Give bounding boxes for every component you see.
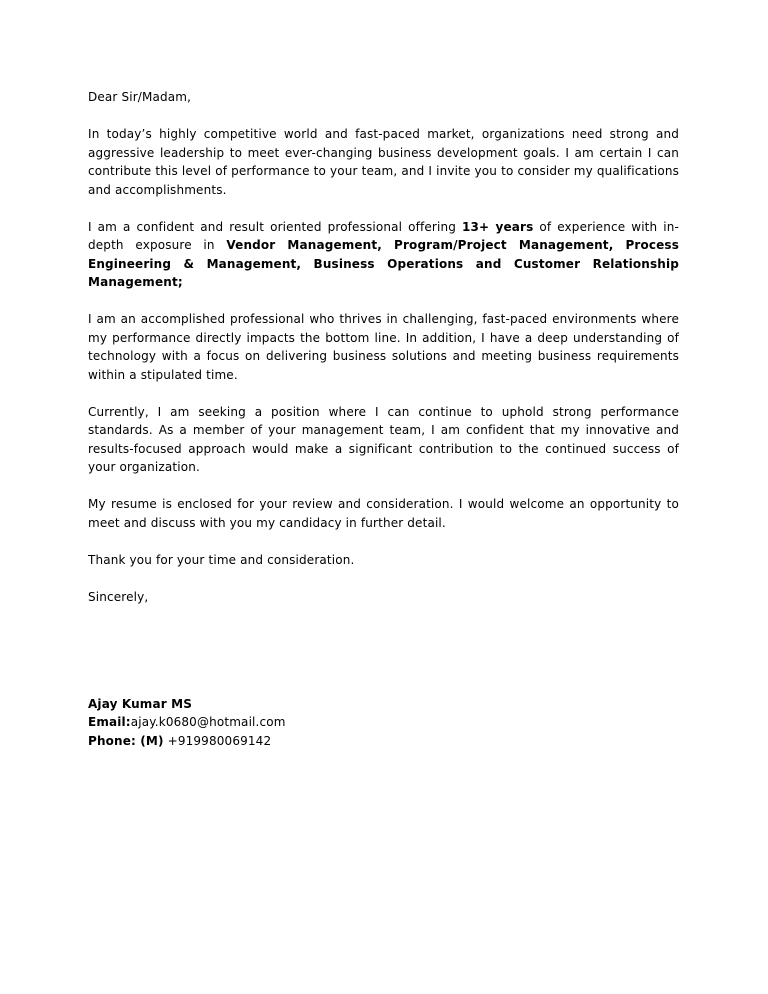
signature-block bbox=[88, 695, 679, 751]
skills-highlight: Vendor Management, Program/Project Management, Process Engineering & Management, Business Operations and Customer Relationship Management; bbox=[88, 238, 680, 289]
phone-label: Phone: (M) bbox=[88, 733, 164, 748]
paragraph-2-middle: of experience with in-depth exposure in bbox=[88, 219, 680, 252]
email-value: ajay.k0680@hotmail.com bbox=[130, 715, 286, 729]
handwritten-signature-space bbox=[88, 625, 679, 695]
phone-value: +919980069142 bbox=[163, 733, 272, 748]
body-paragraph-5: My resume is enclosed for your review and consideration. I would welcome an opportunity to meet and discuss with you my candidacy in further detail. bbox=[88, 497, 679, 530]
body-paragraph-4: Currently, I am seeking a position where I can continue to uphold strong performance standards. As a member of your management team, I am confident that my innovative and results-focused approach would make a significant contribution to the continued success of your organization. bbox=[88, 404, 679, 474]
signoff: Sincerely, bbox=[88, 589, 149, 604]
email-label: Email: bbox=[88, 715, 131, 729]
sender-email-line bbox=[88, 713, 679, 732]
body-paragraph-2 bbox=[88, 218, 679, 292]
body-paragraph-1: In today’s highly competitive world and fast-paced market, organizations need strong and aggressive leadership to meet ever-changing business development goals. I am certain I can contribute this level of performance to your team, and I invite you to consider my qualifications and accomplishments. bbox=[88, 127, 679, 197]
letter-text-column bbox=[88, 88, 679, 750]
years-of-experience-highlight: 13+ years bbox=[461, 219, 534, 234]
salutation: Dear Sir/Madam, bbox=[88, 90, 192, 104]
body-paragraph-3: I am an accomplished professional who thrives in challenging, fast-paced environments where my performance directly impacts the bottom line. In addition, I have a deep understanding of technology with a focus on delivering business solutions and meeting business requirements within a stipulated time. bbox=[88, 312, 679, 382]
sender-name: Ajay Kumar MS bbox=[88, 696, 192, 711]
paragraph-2-lead: I am a confident and result oriented professional offering bbox=[88, 219, 462, 234]
sender-phone-line bbox=[88, 732, 679, 751]
thank-you-line: Thank you for your time and consideration. bbox=[88, 552, 355, 567]
